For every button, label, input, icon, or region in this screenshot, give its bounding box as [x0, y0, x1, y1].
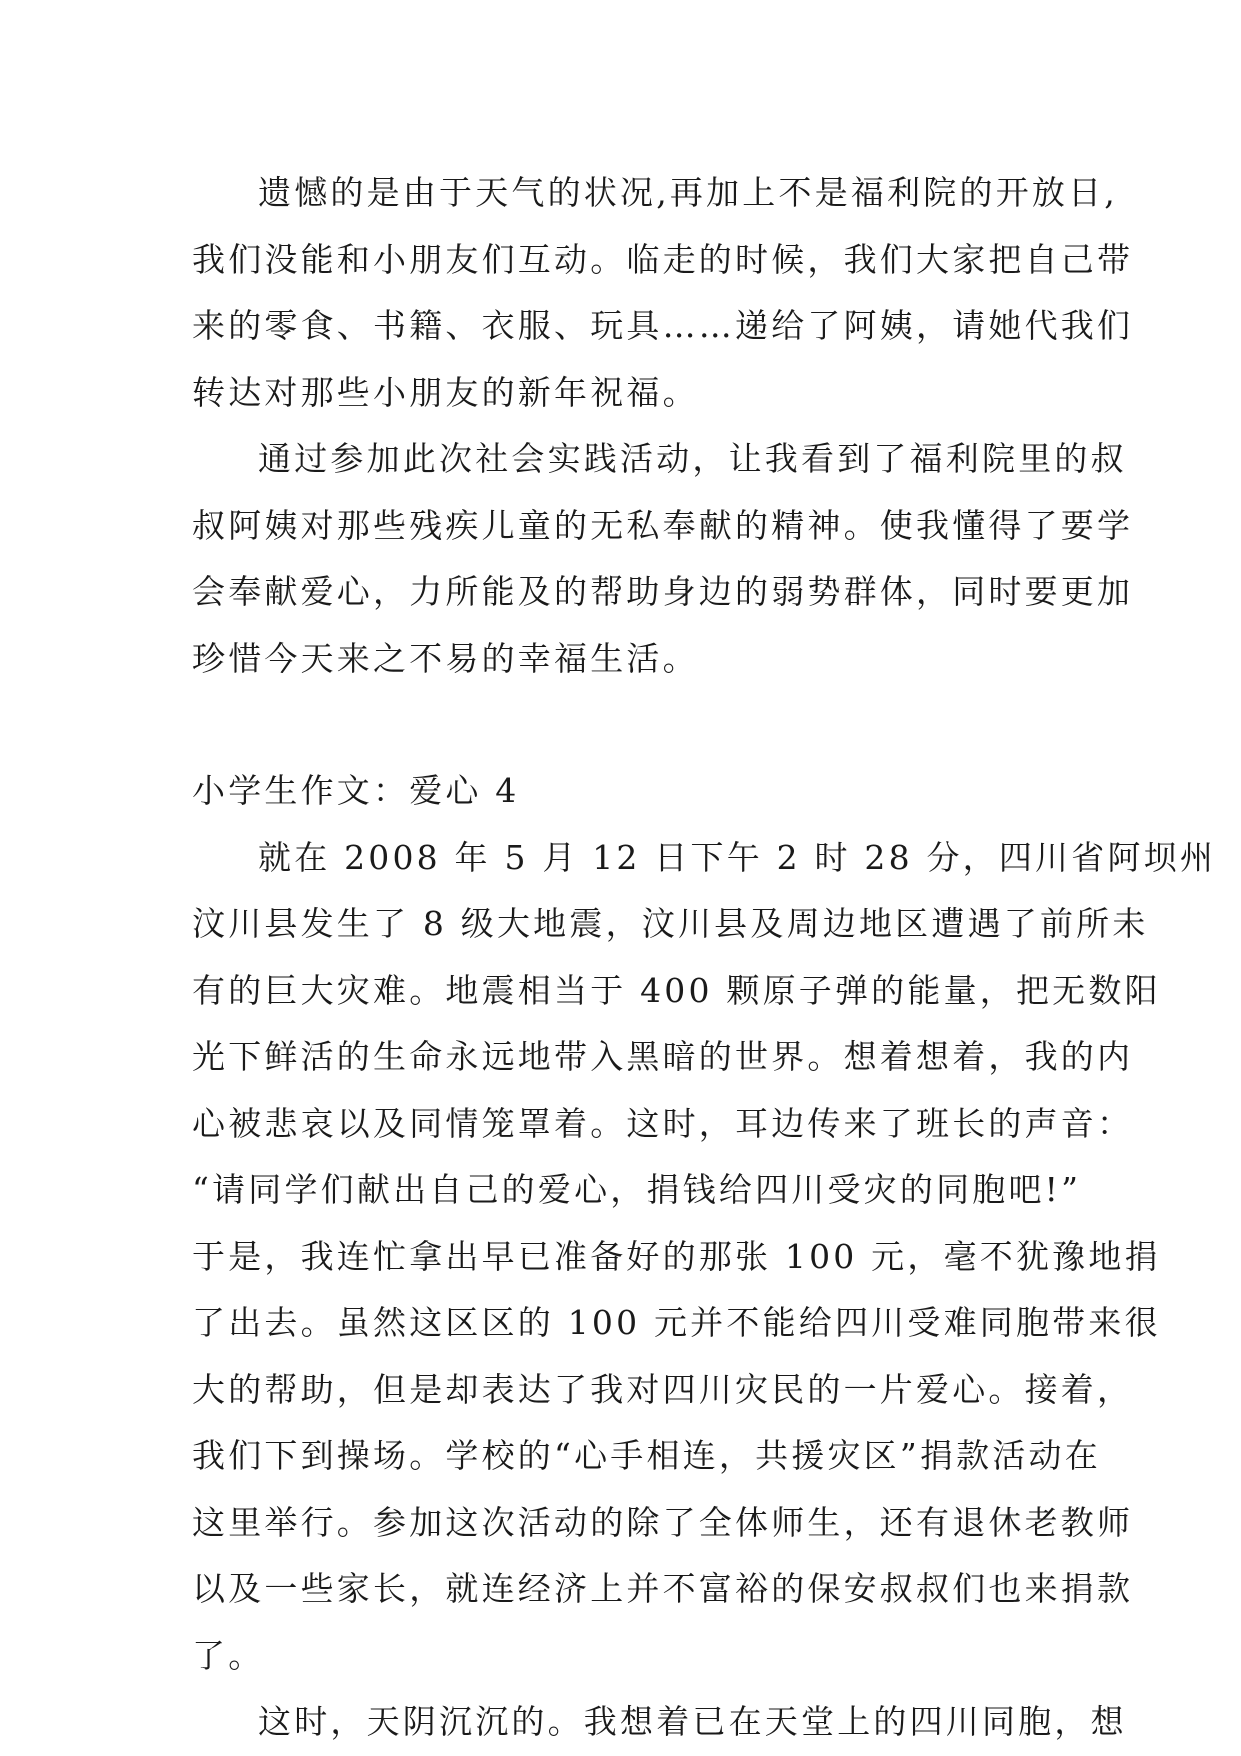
- text-line: “请同学们献出自己的爱心，捐钱给四川受灾的同胞吧!”: [192, 1170, 1082, 1209]
- text-line: 了。: [192, 1635, 265, 1675]
- text-line: 就在 2008 年 5 月 12 日下午 2 时 28 分，四川省阿坝州: [258, 837, 1217, 877]
- text-line: 珍惜今天来之不易的幸福生活。: [192, 638, 699, 678]
- text-line: 我们没能和小朋友们互动。临走的时候，我们大家把自己带: [192, 239, 1134, 279]
- text-line: 会奉献爱心，力所能及的帮助身边的弱势群体，同时要更加: [192, 572, 1134, 611]
- text-line: 我们下到操场。学校的“心手相连，共援灾区”捐款活动在: [192, 1436, 1101, 1475]
- text-line: 心被悲哀以及同情笼罩着。这时，耳边传来了班长的声音：: [192, 1103, 1134, 1143]
- paragraph: [192, 160, 1134, 426]
- text-line: 大的帮助，但是却表达了我对四川灾民的一片爱心。接着，: [192, 1369, 1134, 1409]
- paragraph: [192, 426, 1134, 692]
- text-line: 于是，我连忙拿出早已准备好的那张 100 元，毫不犹豫地捐: [192, 1236, 1161, 1276]
- text-line: 有的巨大灾难。地震相当于 400 颗原子弹的能量，把无数阳: [192, 970, 1161, 1010]
- text-line: 了出去。虽然这区区的 100 元并不能给四川受难同胞带来很: [192, 1303, 1161, 1342]
- paragraph: [192, 825, 1217, 1690]
- section-heading: 小学生作文：爱心 4: [192, 771, 520, 810]
- paragraph: [192, 1689, 1127, 1756]
- text-line: 遗憾的是由于天气的状况,再加上不是福利院的开放日,: [258, 173, 1118, 212]
- text-line: 叔阿姨对那些残疾儿童的无私奉献的精神。使我懂得了要学: [192, 505, 1134, 545]
- spacer: [192, 692, 1052, 758]
- text-line: 转达对那些小朋友的新年祝福。: [192, 372, 699, 412]
- text-line: 通过参加此次社会实践活动，让我看到了福利院里的叔: [258, 439, 1127, 478]
- document-body: [192, 160, 1217, 1756]
- text-line: 这时，天阴沉沉的。我想着已在天堂上的四川同胞，想: [258, 1702, 1127, 1741]
- text-line: 以及一些家长，就连经济上并不富裕的保安叔叔们也来捐款: [192, 1569, 1134, 1608]
- text-line: 光下鲜活的生命永远地带入黑暗的世界。想着想着，我的内: [192, 1037, 1134, 1076]
- text-line: 来的零食、书籍、衣服、玩具……递给了阿姨，请她代我们: [192, 306, 1134, 345]
- text-line: 这里举行。参加这次活动的除了全体师生，还有退休老教师: [192, 1502, 1134, 1542]
- text-line: 汶川县发生了 8 级大地震，汶川县及周边地区遭遇了前所未: [192, 904, 1149, 943]
